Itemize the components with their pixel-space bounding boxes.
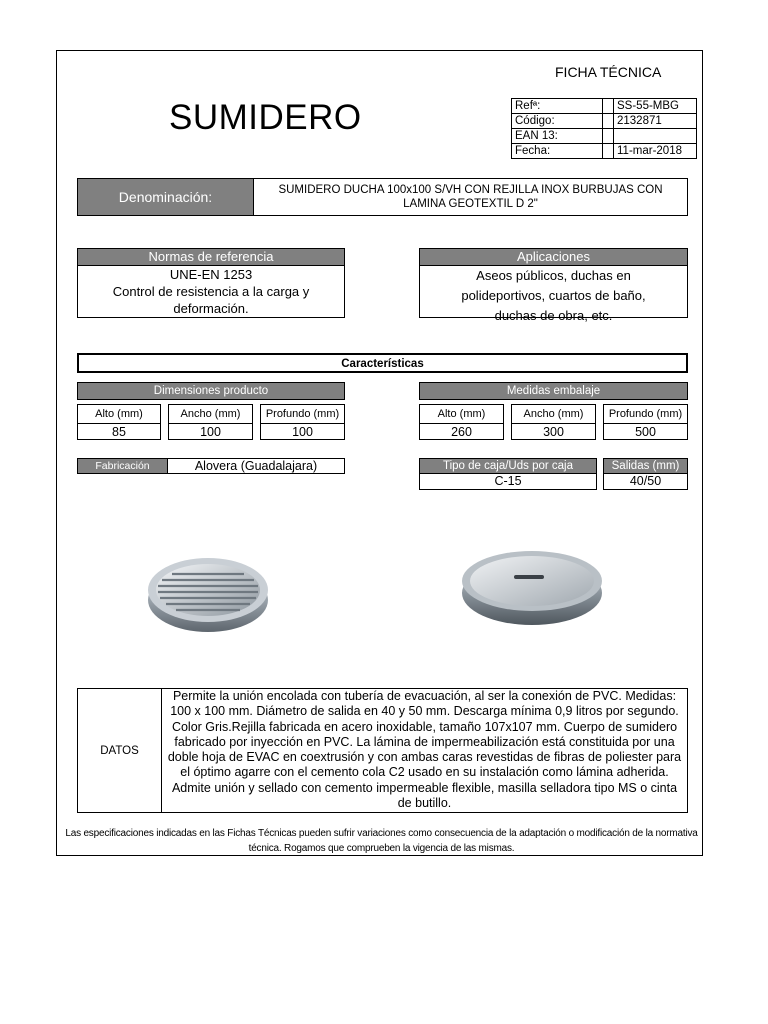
caja-value: C-15 xyxy=(419,473,597,490)
ref-row xyxy=(512,144,697,159)
dim-label: Profundo (mm) xyxy=(260,404,345,424)
ref-row xyxy=(512,114,697,129)
ref-key: Fecha: xyxy=(512,144,603,159)
ref-value: 2132871 xyxy=(614,114,697,129)
round-cover-drain-icon xyxy=(456,545,611,630)
emb-value: 260 xyxy=(419,423,504,440)
denominacion-label: Denominación: xyxy=(78,179,254,215)
normas-body xyxy=(77,266,345,318)
aplicaciones-text: Aseos públicos, duchas en polideportivos, cuartos de baño, duchas de obra, etc. xyxy=(461,268,646,323)
aplicaciones-body xyxy=(419,266,688,323)
reference-table xyxy=(511,98,697,159)
footer-note: Las especificaciones indicadas en las Fichas Técnicas pueden sufrir variaciones como consecuencia de la adaptación o modificación de la normativa técnica. Rogamos que comprueben la vigencia de las mismas. xyxy=(65,828,698,854)
caja-label: Tipo de caja/Uds por caja xyxy=(419,458,597,474)
page-title: SUMIDERO xyxy=(169,98,362,137)
datos-label: DATOS xyxy=(78,689,162,812)
dim-label: Alto (mm) xyxy=(77,404,161,424)
ref-value: 11-mar-2018 xyxy=(614,144,697,159)
normas-header: Normas de referencia xyxy=(77,248,345,266)
emb-value: 300 xyxy=(511,423,596,440)
ref-row xyxy=(512,129,697,144)
ref-row xyxy=(512,99,697,114)
caracteristicas-title: Características xyxy=(77,353,688,373)
denominacion-box xyxy=(77,178,688,216)
ref-key: Refª: xyxy=(512,99,603,114)
fabricacion-label: Fabricación xyxy=(77,458,168,474)
emb-label: Profundo (mm) xyxy=(603,404,688,424)
datos-text: Permite la unión encolada con tubería de evacuación, al ser la conexión de PVC. Medidas: 100 x 100 mm. Diámetro de salida en 40 y 50 mm. Descarga mínima 0,9 litros por segundo. Color Gris.Rejilla fabricada en acero inoxidable, tamaño 107x107 mm. Cuerpo de sumidero fabricado por inyección en PVC. La lámina de impermeabilización está constituida por una doble hoja de EVAC en coextrusión y con ambas caras revestidas de fibras de poliester para el óptimo agarre con el cemento cola C2 usado en su instalación como lámina adherida. Admite unión y sellado con cemento impermeable flexible, masilla selladora tipo MS o cinta de butillo. xyxy=(167,689,682,811)
embalaje-header: Medidas embalaje xyxy=(419,382,688,400)
salidas-value: 40/50 xyxy=(603,473,688,490)
datos-box xyxy=(77,688,688,813)
dim-label: Ancho (mm) xyxy=(168,404,253,424)
ref-value: SS-55-MBG xyxy=(614,99,697,114)
emb-label: Alto (mm) xyxy=(419,404,504,424)
fabricacion-value: Alovera (Guadalajara) xyxy=(167,458,345,474)
dim-value: 100 xyxy=(168,423,253,440)
dim-value: 100 xyxy=(260,423,345,440)
ref-key: Código: xyxy=(512,114,603,129)
dim-value: 85 xyxy=(77,423,161,440)
emb-label: Ancho (mm) xyxy=(511,404,596,424)
ficha-tecnica-label: FICHA TÉCNICA xyxy=(555,64,662,80)
denominacion-value: SUMIDERO DUCHA 100x100 S/VH CON REJILLA INOX BURBUJAS CON LAMINA GEOTEXTIL D 2" xyxy=(278,184,663,210)
round-grate-drain-icon xyxy=(140,548,280,638)
aplicaciones-header: Aplicaciones xyxy=(419,248,688,266)
normas-standard: UNE-EN 1253 xyxy=(169,267,253,282)
salidas-label: Salidas (mm) xyxy=(603,458,688,474)
normas-description: Control de resistencia a la carga y deformación. xyxy=(112,284,310,316)
ref-key: EAN 13: xyxy=(512,129,603,144)
emb-value: 500 xyxy=(603,423,688,440)
dimensiones-header: Dimensiones producto xyxy=(77,382,345,400)
ref-value xyxy=(614,129,697,144)
